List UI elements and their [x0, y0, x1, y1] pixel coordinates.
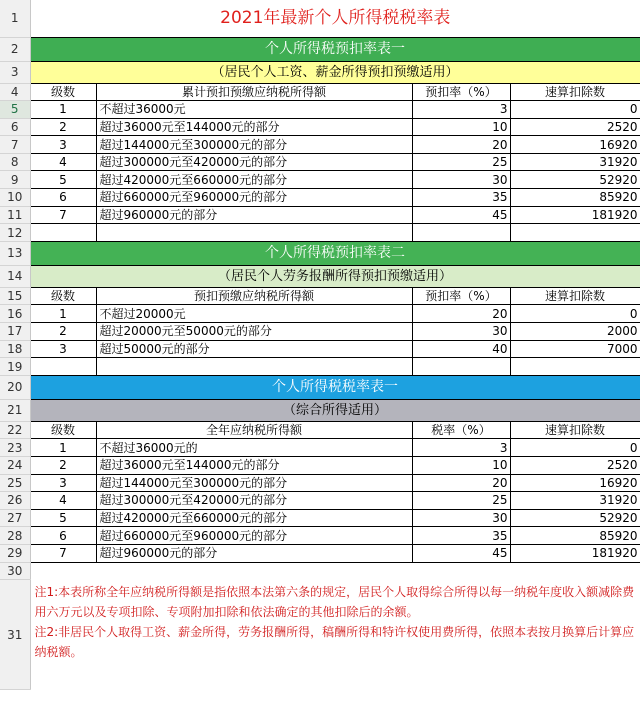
section-heading[interactable]: 个人所得税预扣率表一 [30, 37, 640, 61]
table-cell[interactable]: 4 [30, 153, 96, 171]
row-header[interactable]: 7 [0, 136, 30, 154]
row-header[interactable]: 28 [0, 527, 30, 545]
table-cell[interactable]: 不超过36000元的 [96, 439, 412, 457]
table-cell[interactable]: 超过420000元至660000元的部分 [96, 509, 412, 527]
table-cell[interactable]: 0 [510, 101, 640, 119]
column-header[interactable]: 速算扣除数 [510, 421, 640, 439]
row-header[interactable]: 10 [0, 189, 30, 207]
row-header[interactable]: 15 [0, 287, 30, 305]
section-subheading[interactable]: （综合所得适用） [30, 399, 640, 421]
table-cell[interactable]: 2520 [510, 118, 640, 136]
table-cell[interactable]: 超过960000元的部分 [96, 206, 412, 224]
table-cell[interactable]: 20 [412, 136, 510, 154]
row-header[interactable]: 8 [0, 153, 30, 171]
table-cell[interactable]: 超过300000元至420000元的部分 [96, 153, 412, 171]
row-header[interactable]: 14 [0, 265, 30, 287]
table-cell[interactable]: 5 [30, 509, 96, 527]
table-cell[interactable]: 1 [30, 305, 96, 323]
table-cell[interactable]: 30 [412, 171, 510, 189]
row-header[interactable]: 5 [0, 101, 30, 119]
table-cell[interactable]: 超过20000元至50000元的部分 [96, 323, 412, 341]
table-cell[interactable]: 7 [30, 206, 96, 224]
row-header[interactable]: 31 [0, 580, 30, 690]
column-header[interactable]: 预扣率（%） [412, 287, 510, 305]
column-header[interactable]: 速算扣除数 [510, 287, 640, 305]
table-cell[interactable]: 52920 [510, 171, 640, 189]
table-cell[interactable]: 超过36000元至144000元的部分 [96, 118, 412, 136]
table-cell[interactable]: 181920 [510, 544, 640, 562]
table-cell[interactable]: 85920 [510, 189, 640, 207]
row-header[interactable]: 19 [0, 358, 30, 376]
row-header[interactable]: 9 [0, 171, 30, 189]
table-cell[interactable]: 16920 [510, 136, 640, 154]
table-cell[interactable]: 2000 [510, 323, 640, 341]
row-header[interactable]: 29 [0, 544, 30, 562]
table-cell[interactable]: 3 [30, 474, 96, 492]
table-cell[interactable]: 30 [412, 323, 510, 341]
table-cell[interactable]: 35 [412, 189, 510, 207]
table-cell[interactable]: 0 [510, 305, 640, 323]
empty-row[interactable] [30, 562, 640, 580]
section-heading[interactable]: 个人所得税预扣率表二 [30, 241, 640, 265]
table-cell[interactable]: 2 [30, 118, 96, 136]
table-cell[interactable]: 52920 [510, 509, 640, 527]
section-subheading[interactable]: （居民个人工资、薪金所得预扣预缴适用） [30, 61, 640, 83]
row-header[interactable]: 16 [0, 305, 30, 323]
table-cell[interactable]: 45 [412, 544, 510, 562]
row-header[interactable]: 27 [0, 509, 30, 527]
row-header[interactable]: 3 [0, 61, 30, 83]
row-header[interactable]: 13 [0, 241, 30, 265]
row-header[interactable]: 20 [0, 375, 30, 399]
table-cell[interactable]: 超过36000元至144000元的部分 [96, 457, 412, 475]
empty-cell[interactable] [30, 358, 96, 376]
table-cell[interactable]: 超过50000元的部分 [96, 340, 412, 358]
row-header[interactable]: 18 [0, 340, 30, 358]
table-cell[interactable]: 85920 [510, 527, 640, 545]
table-cell[interactable]: 40 [412, 340, 510, 358]
column-header[interactable]: 速算扣除数 [510, 83, 640, 101]
row-header[interactable]: 23 [0, 439, 30, 457]
row-header[interactable]: 25 [0, 474, 30, 492]
row-header[interactable]: 12 [0, 224, 30, 242]
table-cell[interactable]: 30 [412, 509, 510, 527]
column-header[interactable]: 级数 [30, 287, 96, 305]
table-cell[interactable]: 3 [412, 439, 510, 457]
row-header[interactable]: 26 [0, 492, 30, 510]
table-cell[interactable]: 2 [30, 323, 96, 341]
table-cell[interactable]: 不超过36000元 [96, 101, 412, 119]
row-header[interactable]: 6 [0, 118, 30, 136]
row-header[interactable]: 21 [0, 399, 30, 421]
table-cell[interactable]: 20 [412, 474, 510, 492]
table-cell[interactable]: 3 [30, 136, 96, 154]
table-cell[interactable]: 2520 [510, 457, 640, 475]
table-cell[interactable]: 1 [30, 101, 96, 119]
column-header[interactable]: 累计预扣预缴应纳税所得额 [96, 83, 412, 101]
empty-cell[interactable] [412, 358, 510, 376]
table-cell[interactable]: 6 [30, 527, 96, 545]
column-header[interactable]: 级数 [30, 83, 96, 101]
table-cell[interactable]: 20 [412, 305, 510, 323]
row-header[interactable]: 1 [0, 0, 30, 37]
table-cell[interactable]: 超过420000元至660000元的部分 [96, 171, 412, 189]
empty-cell[interactable] [96, 358, 412, 376]
empty-cell[interactable] [30, 224, 96, 242]
column-header[interactable]: 全年应纳税所得额 [96, 421, 412, 439]
table-cell[interactable]: 25 [412, 492, 510, 510]
table-cell[interactable]: 超过144000元至300000元的部分 [96, 136, 412, 154]
table-cell[interactable]: 181920 [510, 206, 640, 224]
table-cell[interactable]: 不超过20000元 [96, 305, 412, 323]
row-header[interactable]: 30 [0, 562, 30, 580]
table-cell[interactable]: 3 [412, 101, 510, 119]
table-cell[interactable]: 31920 [510, 153, 640, 171]
table-cell[interactable]: 6 [30, 189, 96, 207]
empty-cell[interactable] [412, 224, 510, 242]
empty-cell[interactable] [96, 224, 412, 242]
table-cell[interactable]: 超过144000元至300000元的部分 [96, 474, 412, 492]
table-cell[interactable]: 10 [412, 457, 510, 475]
table-cell[interactable]: 超过660000元至960000元的部分 [96, 527, 412, 545]
table-cell[interactable]: 超过960000元的部分 [96, 544, 412, 562]
row-header[interactable]: 24 [0, 457, 30, 475]
table-cell[interactable]: 2 [30, 457, 96, 475]
table-cell[interactable]: 0 [510, 439, 640, 457]
note-text: 注2:非居民个人取得工资、薪金所得，劳务报酬所得，稿酬所得和特许权使用费所得，依照本表按月换算后计算应纳税额。 [34, 624, 635, 659]
section-heading[interactable]: 个人所得税税率表一 [30, 375, 640, 399]
notes-cell[interactable] [30, 580, 640, 690]
table-cell[interactable]: 超过300000元至420000元的部分 [96, 492, 412, 510]
column-header[interactable]: 税率（%） [412, 421, 510, 439]
section-subheading[interactable]: （居民个人劳务报酬所得预扣预缴适用） [30, 265, 640, 287]
row-header[interactable]: 22 [0, 421, 30, 439]
row-header[interactable]: 4 [0, 83, 30, 101]
note-text: 注1:本表所称全年应纳税所得额是指依照本法第六条的规定，居民个人取得综合所得以每一纳税年度收入额减除费用六万元以及专项扣除、专项附加扣除和依法确定的其他扣除后的余额。 [34, 584, 635, 619]
table-cell[interactable]: 7000 [510, 340, 640, 358]
row-header[interactable]: 11 [0, 206, 30, 224]
empty-cell[interactable] [510, 358, 640, 376]
row-header[interactable]: 17 [0, 323, 30, 341]
table-cell[interactable]: 25 [412, 153, 510, 171]
table-cell[interactable]: 31920 [510, 492, 640, 510]
empty-cell[interactable] [510, 224, 640, 242]
table-cell[interactable]: 3 [30, 340, 96, 358]
table-cell[interactable]: 35 [412, 527, 510, 545]
table-cell[interactable]: 超过660000元至960000元的部分 [96, 189, 412, 207]
page-title[interactable]: 2021年最新个人所得税税率表 [220, 7, 451, 28]
table-cell[interactable]: 5 [30, 171, 96, 189]
table-cell[interactable]: 10 [412, 118, 510, 136]
column-header[interactable]: 级数 [30, 421, 96, 439]
row-header[interactable]: 2 [0, 37, 30, 61]
table-cell[interactable]: 4 [30, 492, 96, 510]
column-header[interactable]: 预扣预缴应纳税所得额 [96, 287, 412, 305]
table-cell[interactable]: 45 [412, 206, 510, 224]
table-cell[interactable]: 16920 [510, 474, 640, 492]
table-cell[interactable]: 1 [30, 439, 96, 457]
column-header[interactable]: 预扣率（%） [412, 83, 510, 101]
table-cell[interactable]: 7 [30, 544, 96, 562]
